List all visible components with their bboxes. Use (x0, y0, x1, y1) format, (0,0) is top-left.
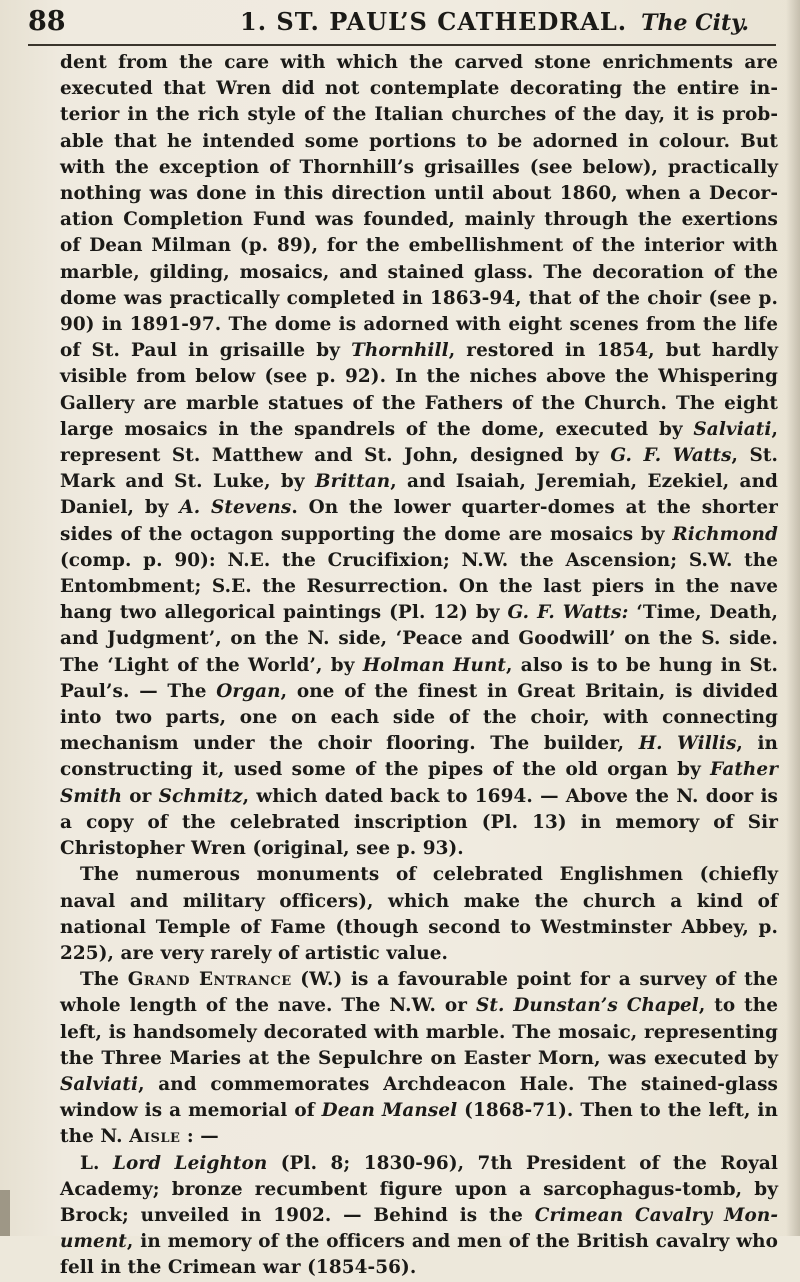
chapter-title: 1. ST. PAUL’S CATHEDRAL. (240, 7, 628, 36)
paragraph-3: The Grand Entrance (W.) is a favourable point for a survey of the whole length of the nave. The N.W. or St. Dunstan’s Chapel, to the left, is handsomely decorated with marble. The mosaic, representing the Three Maries at the Sepulchre on Easter Morn, was executed by Salviati, and commemorates Archdeacon Hale. The stained-glass window is a memorial of Dean Mansel (1868-71). Then to the left, in the N. Aisle : — (60, 969, 779, 1148)
paragraph-2: The numerous monuments of celebrated Englishmen (chiefly naval and military officers), which make the church a kind of national Temple of Fame (though second to Westminster Abbey, p. 225), are very rarely of artistic value. (60, 864, 778, 964)
header-rule (28, 44, 776, 46)
page-corner-mark (0, 1190, 10, 1236)
page-edge-shadow (786, 0, 800, 1236)
body-text (60, 50, 778, 1282)
section-title: The City. (641, 10, 750, 36)
running-header (28, 6, 778, 44)
paragraph-1: dent from the care with which the carved stone enrichments are executed that Wren did not contemplate decorating the entire interior in the rich style of the Italian churches of the day, it is probable that he intended some portions to be adorned in colour. But with the exception of Thornhill’s grisailles (see below), practically nothing was done in this direction until about 1860, when a Decoration Completion Fund was founded, mainly through the exertions of Dean Milman (p. 89), for the embellishment of the interior with marble, gilding, mosaics, and stained glass. The decoration of the dome was practically completed in 1863-94, that of the choir (see p. 90) in 1891-97. The dome is adorned with eight scenes from the life of St. Paul in grisaille by Thornhill, restored in 1854, but hardly visible from below (see p. 92). In the niches above the Whispering Gallery are marble statues of the Fathers of the Church. The eight large mosaics in the spandrels of the dome, executed by Salviati, represent St. Matthew and St. John, designed by G. F. Watts, St. Mark and St. Luke, by Brittan, and Isaiah, Jeremiah, Ezekiel, and Daniel, by A. Stevens. On the lower quarter-domes at the shorter sides of the octagon supporting the dome are mosaics by Richmond (comp. p. 90): N.E. the Crucifixion; N.W. the Ascension; S.W. the Entombment; S.E. the Resurrection. On the last piers in the nave hang two allegorical paintings (Pl. 12) by G. F. Watts: ‘Time, Death, and Judgment’, on the N. side, ‘Peace and Goodwill’ on the S. side. The ‘Light of the World’, by Holman Hunt, also is to be hung in St. Paul’s. — The Organ, one of the finest in Great Britain, is divided into two parts, one on each side of the choir, with connecting mechanism under the choir flooring. The builder, H. Willis, in constructing it, used some of the pipes of the old organ by Father Smith or Schmitz, which dated back to 1694. — Above the N. door is a copy of the celebrated inscription (Pl. 13) in memory of Sir Christopher Wren (original, see p. 93). (60, 52, 778, 860)
page-number: 88 (28, 6, 66, 37)
paragraph-4: L. Lord Leighton (Pl. 8; 1830-96), 7th President of the Royal Academy; bronze recumbent figure upon a sarcophagus-tomb, by Brock; unveiled in 1902. — Behind is the Crimean Cavalry Monument, in memory of the officers and men of the British cavalry who fell in the Crimean war (1854-56). (60, 1152, 778, 1279)
